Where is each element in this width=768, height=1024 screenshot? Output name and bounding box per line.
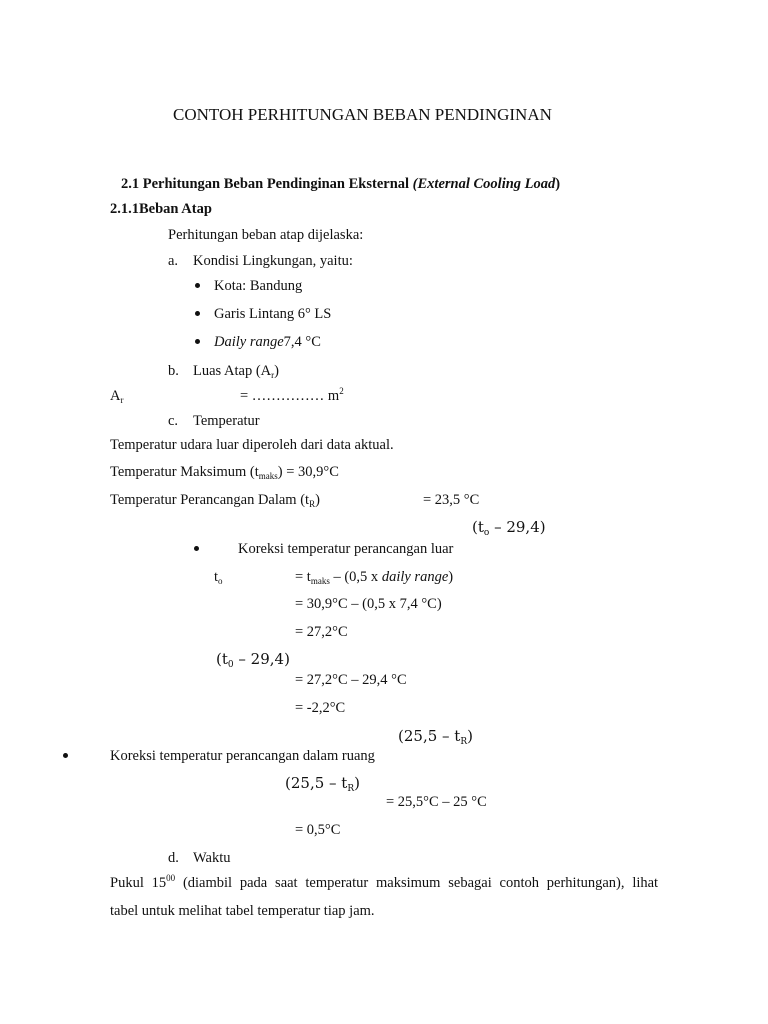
tr-eq-2: = 0,5°C [295, 822, 341, 838]
section-title-italic: (External Cooling Load [412, 176, 556, 192]
to-eq-1-pre: = t [295, 569, 311, 585]
temp-rancang-pre: Temperatur Perancangan Dalam (t [110, 492, 310, 508]
page-title: CONTOH PERHITUNGAN BEBAN PENDINGINAN [173, 105, 552, 124]
pukul-word: (diambil [182, 875, 233, 891]
section-heading-2-1-1: 2.1.1Beban Atap [110, 201, 212, 217]
pukul-word: sebagai [448, 875, 492, 891]
to-eq-3: = 27,2°C [295, 624, 348, 640]
equation-25-5-tr: $(25,5 - t_R)$ [398, 727, 473, 747]
pukul-word: perhitungan), [546, 875, 625, 891]
item-b-sub: r [271, 370, 275, 380]
item-a-text: Kondisi Lingkungan, yaitu: [193, 253, 353, 269]
t0-eq-2: = -2,2°C [295, 700, 346, 716]
item-b-text-post: ) [274, 363, 279, 379]
t0-eq-1: = 27,2°C – 29,4 °C [295, 672, 407, 688]
bullet-icon [63, 753, 68, 758]
section-number: 2.1 [121, 176, 140, 192]
pukul-word: temperatur [305, 875, 369, 891]
bullet-icon [195, 283, 200, 288]
eq-t: t [477, 518, 484, 536]
item-c-text: Temperatur [193, 413, 260, 429]
to-label-sub: o [218, 576, 223, 586]
to-eq-1-italic: daily range [381, 569, 449, 585]
ar-value-text: = …………… m [240, 388, 340, 404]
bullet-daily-range [214, 335, 321, 350]
ar-symbol [110, 389, 123, 404]
eq-255-pre: 25,5 – t [403, 727, 461, 745]
ar-value [240, 386, 344, 404]
to-eq-1-post: ) [448, 569, 454, 585]
pukul-sup: 00 [166, 873, 176, 883]
to-label-t: t [214, 569, 219, 585]
to-label [214, 570, 223, 585]
koreksi-dalam-text: Koreksi temperatur perancangan dalam ruang [110, 748, 375, 764]
bullet-icon [194, 546, 199, 551]
bullet-icon [195, 311, 200, 316]
intro-text: Perhitungan beban atap dijelaska: [168, 227, 364, 243]
ar-symbol-sub: r [120, 395, 124, 405]
eq-sub: o [483, 528, 490, 538]
item-b-letter: b. [168, 363, 179, 379]
pukul-word: maksimum [376, 875, 441, 891]
bullet-lintang: Garis Lintang 6° LS [214, 306, 332, 322]
koreksi-luar-text: Koreksi temperatur perancangan luar [238, 541, 454, 557]
pukul-word: pada [239, 875, 268, 891]
temp-rancang-text [110, 493, 320, 508]
to-eq-1-mid: – (0,5 x [329, 569, 382, 585]
item-b-text-pre: Luas Atap (A [193, 363, 272, 379]
pukul-time [152, 875, 176, 891]
bullet-icon [195, 339, 200, 344]
eq-t0-rest: – 29,4 [233, 650, 285, 668]
eq-rest: – 29,4 [489, 518, 540, 536]
temp-udara-text: Temperatur udara luar diperoleh dari data aktual. [110, 437, 394, 453]
tabel-line: tabel untuk melihat tabel temperatur tiap jam. [110, 903, 375, 919]
pukul-word: lihat [632, 875, 659, 891]
section-title: Perhitungan Beban Pendinginan Eksternal [142, 176, 410, 192]
to-eq-1 [295, 570, 453, 585]
to-eq-2: = 30,9°C – (0,5 x 7,4 °C) [295, 596, 442, 612]
equation-to-29-4: $(t_o - 29,4)$ [472, 518, 546, 538]
item-a-letter: a. [168, 253, 179, 269]
item-d-text: Waktu [193, 850, 231, 866]
eq-255-sub: R [460, 737, 468, 747]
pukul-word: saat [275, 875, 298, 891]
pukul-word: contoh [499, 875, 539, 891]
item-b-text [193, 364, 279, 379]
temp-maks-sub: maks [258, 471, 278, 481]
item-c-letter: c. [168, 413, 179, 429]
temp-maks-pre: Temperatur Maksimum (t [110, 464, 259, 480]
pukul-line [110, 873, 659, 891]
pukul-word: Pukul [110, 875, 144, 891]
item-d-letter: d. [168, 850, 179, 866]
ar-value-sup: 2 [339, 386, 344, 396]
pukul-hour: 15 [151, 875, 167, 891]
temp-rancang-value: = 23,5 °C [423, 492, 480, 508]
daily-range-label: Daily range [214, 334, 284, 350]
ar-symbol-letter: A [110, 388, 121, 404]
eq-t0-t: t [221, 650, 228, 668]
section-heading-2-1: 2.1 Perhitungan Beban Pendinginan Eksternal (External Cooling Load) [121, 176, 561, 192]
tr-eq-1: = 25,5°C – 25 °C [386, 794, 487, 810]
bullet-kota: Kota: Bandung [214, 278, 303, 294]
equation-25-5-tr-2: $(25,5 - t_R)$ [285, 774, 360, 794]
eq-t0-sub: 0 [227, 660, 234, 670]
temp-rancang-sub: R [309, 499, 316, 509]
daily-range-value: 7,4 °C [283, 334, 321, 350]
to-eq-1-sub: maks [310, 576, 330, 586]
temp-rancang-post: ) [315, 492, 320, 508]
equation-t0-29-4: $(t_0 - 29,4)$ [216, 650, 290, 670]
eq-255-2-sub: R [347, 784, 355, 794]
temp-maks-text [110, 465, 339, 480]
temp-maks-post: ) = 30,9°C [277, 464, 339, 480]
eq-255-2-pre: 25,5 – t [290, 774, 348, 792]
